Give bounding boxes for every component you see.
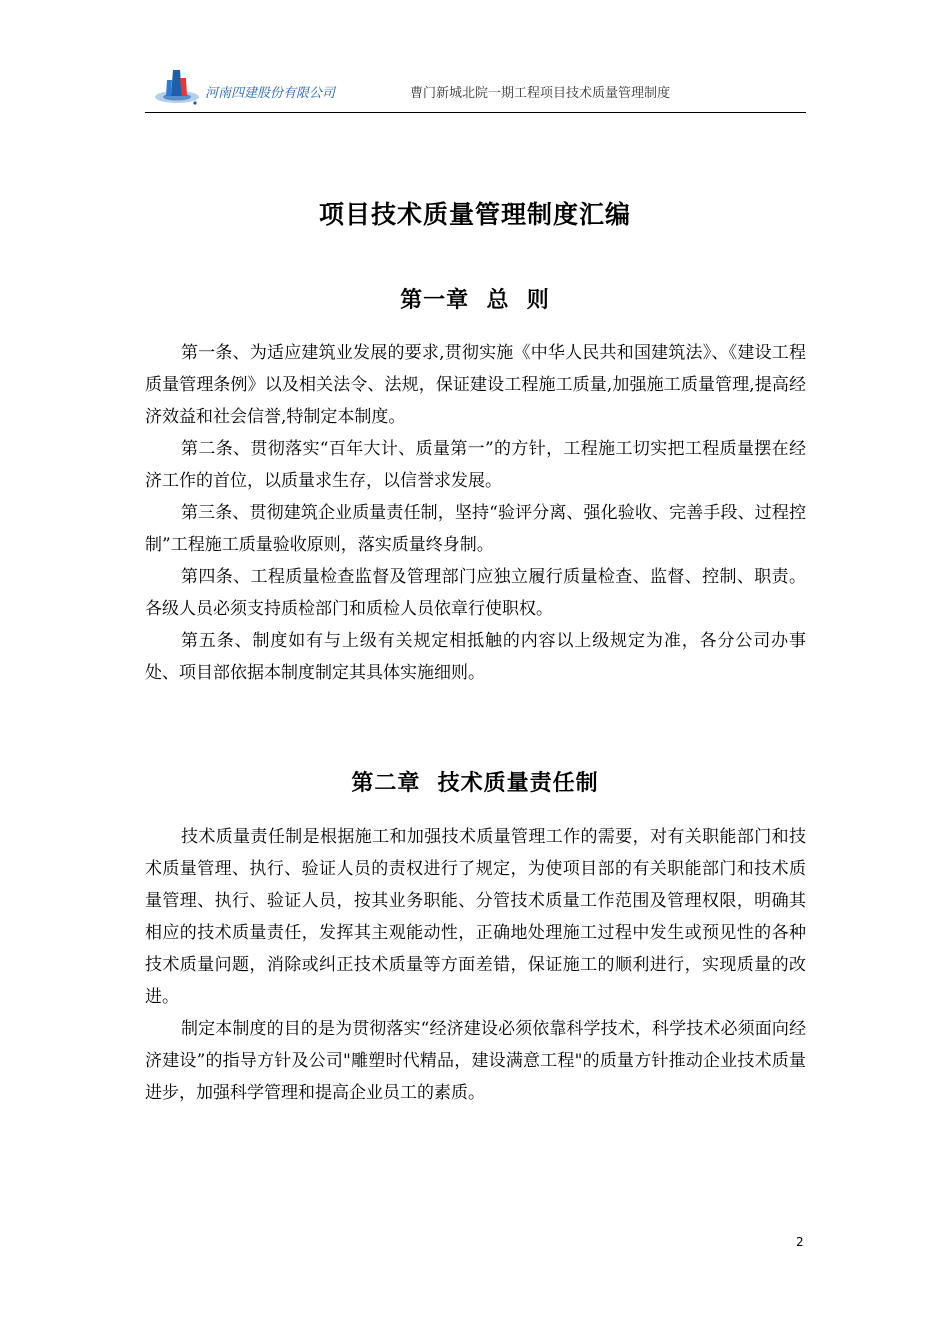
chapter-heading-2: 第二章 技术质量责任制	[351, 771, 599, 796]
header-divider	[145, 112, 806, 113]
paragraph: 第五条、制度如有与上级有关规定相抵触的内容以上级规定为准，各分公司办事处、项目部依据本制度制定其具体实施细则。	[145, 631, 806, 683]
page-title: 项目技术质量管理制度汇编	[318, 200, 631, 229]
paragraph: 技术质量责任制是根据施工和加强技术质量管理工作的需要，对有关职能部门和技术质量管理、执行、验证人员的责权进行了规定，为使项目部的有关职能部门和技术质量管理、执行、验证人员，按其业务职能、分管技术质量工作范围及管理权限，明确其相应的技术质量责任，发挥其主观能动性，正确地处理施工过程中发生或预见性的各种技术质量问题，消除或纠正技术质量等方面差错，保证施工的顺利进行，实现质量的改进。	[145, 827, 806, 1007]
page-header	[145, 62, 806, 112]
company-name: 河南四建股份有限公司	[205, 86, 336, 101]
chapter-heading-1: 第一章 总 则	[400, 288, 550, 313]
page-number: 2	[796, 1235, 804, 1249]
paragraph: 第三条、贯彻建筑企业质量责任制，坚持“验评分离、强化验收、完善手段、过程控制”工程施工质量验收原则，落实质量终身制。	[145, 503, 806, 555]
paragraph: 第一条、为适应建筑业发展的要求,贯彻实施《中华人民共和国建筑法》、《建设工程质量管理条例》以及相关法令、法规，保证建设工程施工质量,加强施工质量管理,提高经济效益和社会信誉,特制定本制度。	[145, 343, 806, 427]
chapter-1-body	[145, 337, 806, 689]
paragraph: 制定本制度的目的是为贯彻落实“经济建设必须依靠科学技术，科学技术必须面向经济建设”的指导方针及公司"雕塑时代精品，建设满意工程"的质量方针推动企业技术质量进步，加强科学管理和提高企业员工的素质。	[145, 1019, 806, 1103]
company-logo-icon	[153, 66, 201, 106]
paragraph: 第二条、贯彻落实“百年大计、质量第一”的方针，工程施工切实把工程质量摆在经济工作的首位，以质量求生存，以信誉求发展。	[145, 439, 806, 491]
header-document-title: 曹门新城北院一期工程项目技术质量管理制度	[410, 86, 671, 101]
paragraph: 第四条、工程质量检查监督及管理部门应独立履行质量检查、监督、控制、职责。各级人员必须支持质检部门和质检人员依章行使职权。	[145, 567, 806, 619]
chapter-2-body	[145, 821, 806, 1109]
